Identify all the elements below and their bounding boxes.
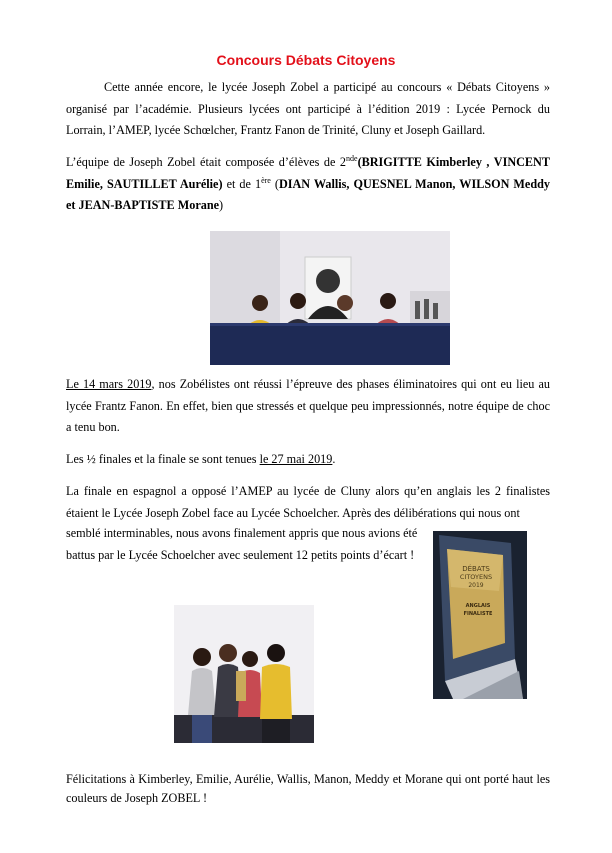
result-paragraph [66, 523, 418, 566]
congratulations-text: Félicitations à Kimberley, Emilie, Aurélie, Wallis, Manon, Meddy et Morane qui ont porté haut les couleurs de Joseph ZOBEL ! [66, 772, 550, 805]
final-text: La finale en espagnol a opposé l’AMEP au lycée de Cluny alors qu’en anglais les 2 finalistes étaient le Lycée Joseph Zobel face au Lycée Schoelcher. Après des délibérations qui nous ont [66, 484, 550, 520]
finals-paragraph [66, 449, 550, 471]
date-march: Le 14 mars 2019 [66, 377, 152, 391]
group-photo [174, 605, 314, 743]
team-text-2: et de 1 [222, 176, 262, 191]
sup-premiere: ère [261, 175, 271, 185]
trophy-photo [433, 531, 527, 699]
intro-paragraph [66, 77, 550, 142]
date-may: le 27 mai 2019 [259, 452, 333, 466]
congratulations-paragraph [66, 770, 550, 808]
trophy-rank: FINALISTE [463, 611, 493, 617]
team-paragraph [66, 152, 550, 217]
team-premiere-names: DIAN Wallis, QUESNEL Manon, WILSON Meddy et JEAN-BAPTISTE Morane [66, 176, 550, 212]
team-text-4: ) [219, 198, 224, 212]
trophy-year: 2019 [468, 582, 484, 589]
team-seconde-names: (BRIGITTE Kimberley , VINCENT Emilie, SAUTILLET Aurélie) [66, 155, 550, 191]
intro-text: Cette année encore, le lycée Joseph Zobel a participé au concours « Débats Citoyens » organisé par l’académie. Plusieurs lycées ont participé à l’édition 2019 : Lycée Pernock du Lorrain, l’AMEP, lycée Schœlcher, Frantz Fanon de Trinité, Cluny et Joseph Gaillard. [66, 80, 550, 137]
trophy-line1: DÉBATS [462, 565, 490, 573]
page-title: Concours Débats Citoyens [216, 52, 396, 68]
final-paragraph [66, 481, 550, 524]
finals-text: Les ½ finales et la finale se sont tenues [66, 452, 260, 466]
trophy-category: ANGLAIS [465, 603, 491, 609]
finals-end: . [332, 452, 336, 466]
team-photo [210, 231, 450, 365]
sup-seconde: nde [346, 153, 358, 163]
trophy-line2: CITOYENS [459, 573, 493, 581]
qualification-paragraph [66, 374, 550, 439]
result-text: semblé interminables, nous avons finalement appris que nous avions été battus par le Lycée Schoelcher avec seulement 12 petits points d’écart ! [66, 526, 418, 562]
team-text-3: ( [270, 176, 279, 191]
team-text-1: L’équipe de Joseph Zobel était composée d’élèves de 2 [66, 155, 346, 169]
qualification-text: , nos Zobélistes ont réussi l’épreuve des phases éliminatoires qui ont eu lieu au lycée Frantz Fanon. En effet, bien que stressés et quelque peu impressionnés, notre équipe de choc a tenu bon. [66, 377, 550, 434]
